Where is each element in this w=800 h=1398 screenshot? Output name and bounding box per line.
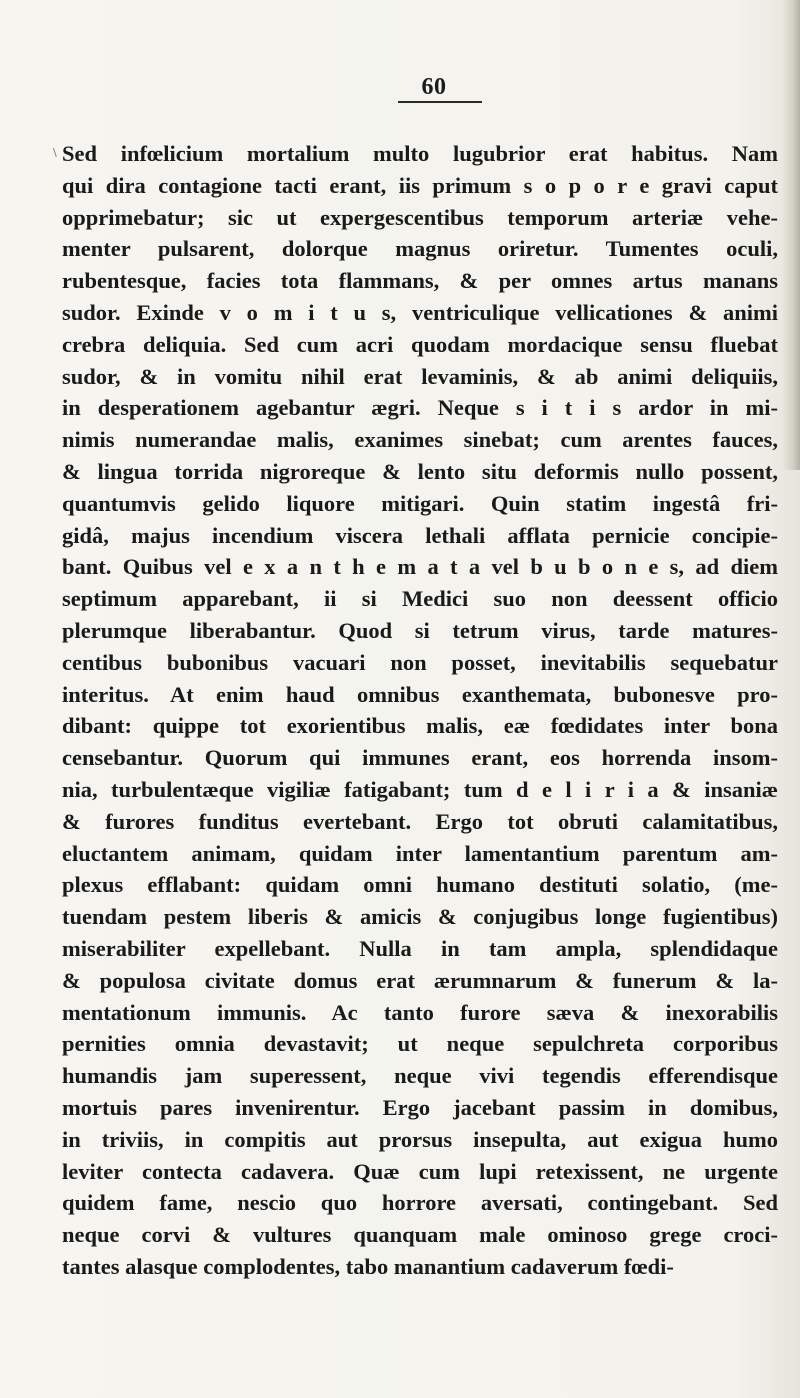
text-line: sudor. Exinde v o m i t u s, ventriculique vellicationes & animi xyxy=(62,299,778,325)
text-line: nia, turbulentæque vigiliæ fatigabant; tum d e l i r i a & insaniæ xyxy=(62,776,778,802)
text-line: nimis numerandae malis, exanimes sinebat; cum arentes fauces, xyxy=(62,427,778,453)
text-line: tuendam pestem liberis & amicis & conjugibus longe fugientibus) xyxy=(62,904,778,930)
text-line: menter pulsarent, dolorque magnus oriretur. Tumentes oculi, xyxy=(62,236,778,262)
margin-mark: \ xyxy=(53,146,57,159)
text-line: censebantur. Quorum qui immunes erant, eos horrenda insom- xyxy=(62,745,778,771)
text-line: tantes alasque complodentes, tabo manantium cadaverum fœdi- xyxy=(62,1253,674,1279)
text-line: & populosa civitate domus erat ærumnarum & funerum & la- xyxy=(62,967,778,993)
text-line: crebra deliquia. Sed cum acri quodam mordacique sensu fluebat xyxy=(62,331,778,357)
text-line: in triviis, in compitis aut prorsus insepulta, aut exigua humo xyxy=(62,1126,778,1152)
text-line: neque corvi & vultures quanquam male ominoso grege croci- xyxy=(62,1222,778,1248)
text-line: septimum apparebant, ii si Medici suo non deessent officio xyxy=(62,586,778,612)
page-number-underline xyxy=(398,101,482,103)
text-line: leviter contecta cadavera. Quæ cum lupi retexissent, ne urgente xyxy=(62,1158,778,1184)
text-line: Sed infœlicium mortalium multo lugubrior erat habitus. Nam xyxy=(62,141,778,166)
page-number: 60 xyxy=(421,74,447,100)
text-line: opprimebatur; sic ut expergescentibus temporum arteriæ vehe- xyxy=(62,204,778,230)
text-line: sudor, & in vomitu nihil erat levaminis, & ab animi deliquiis, xyxy=(62,363,778,389)
text-line: mentationum immunis. Ac tanto furore sæva & inexorabilis xyxy=(62,999,778,1025)
page-edge-shadow xyxy=(782,0,800,470)
body-text xyxy=(62,138,778,1283)
text-line: centibus bubonibus vacuari non posset, inevitabilis sequebatur xyxy=(62,649,778,675)
text-line: qui dira contagione tacti erant, iis primum s o p o r e gravi caput xyxy=(62,172,778,198)
text-line: plerumque liberabantur. Quod si tetrum virus, tarde matures- xyxy=(62,617,778,643)
text-line: quantumvis gelido liquore mitigari. Quin statim ingestâ fri- xyxy=(62,490,778,516)
text-line: & furores funditus evertebant. Ergo tot obruti calamitatibus, xyxy=(62,808,778,834)
text-line: humandis jam superessent, neque vivi tegendis efferendisque xyxy=(62,1063,778,1089)
text-line: quidem fame, nescio quo horrore aversati, contingebant. Sed xyxy=(62,1190,778,1216)
text-line: plexus efflabant: quidam omni humano destituti solatio, (me- xyxy=(62,872,778,898)
text-line: gidâ, majus incendium viscera lethali afflata pernicie concipie- xyxy=(62,522,778,548)
text-line: interitus. At enim haud omnibus exanthemata, bubonesve pro- xyxy=(62,681,778,707)
text-line: bant. Quibus vel e x a n t h e m a t a vel b u b o n e s, ad diem xyxy=(62,554,778,580)
text-line: miserabiliter expellebant. Nulla in tam ampla, splendidaque xyxy=(62,935,778,961)
text-line: mortuis pares invenirentur. Ergo jacebant passim in domibus, xyxy=(62,1094,778,1120)
text-line: & lingua torrida nigroreque & lento situ deformis nullo possent, xyxy=(62,458,778,484)
text-line: rubentesque, facies tota flammans, & per omnes artus manans xyxy=(62,268,778,294)
text-line: eluctantem animam, quidam inter lamentantium parentum am- xyxy=(62,840,778,866)
text-line: dibant: quippe tot exorientibus malis, eæ fœdidates inter bona xyxy=(62,713,778,739)
text-line: pernities omnia devastavit; ut neque sepulchreta corporibus xyxy=(62,1031,778,1057)
text-line: in desperationem agebantur ægri. Neque s i t i s ardor in mi- xyxy=(62,395,778,421)
